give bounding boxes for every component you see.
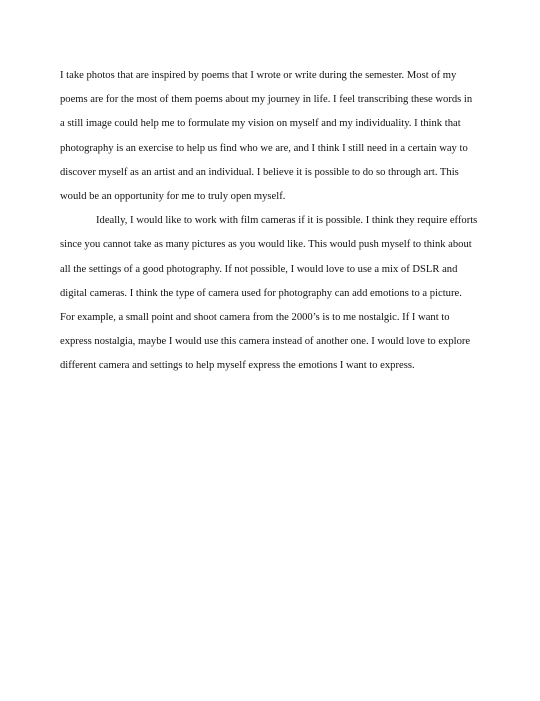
text-line: poems are for the most of them poems about my journey in life. I feel transcribing these words in (60, 94, 473, 106)
text-line: express nostalgia, maybe I would use this camera instead of another one. I would love to explore (60, 336, 471, 348)
text-line: I take photos that are inspired by poems that I wrote or write during the semester. Most of my (60, 70, 457, 81)
text-line: different camera and settings to help myself express the emotions I want to express. (60, 360, 415, 372)
text-line: Ideally, I would like to work with film cameras if it is possible. I think they require efforts (96, 215, 478, 227)
text-line: would be an opportunity for me to truly open myself. (60, 191, 286, 203)
text-line: all the settings of a good photography. If not possible, I would love to use a mix of DSLR and (60, 263, 458, 275)
document-body (60, 64, 485, 379)
text-line: For example, a small point and shoot camera from the 2000’s is to me nostalgic. If I want to (60, 312, 450, 324)
text-line: a still image could help me to formulate my vision on myself and my individuality. I think that (60, 118, 461, 130)
text-line: since you cannot take as many pictures as you would like. This would push myself to think about (60, 239, 472, 251)
paragraph-1 (60, 64, 485, 209)
paragraph-2 (60, 209, 485, 378)
text-line: photography is an exercise to help us find who we are, and I think I still need in a certain way to (60, 142, 468, 154)
text-line: discover myself as an artist and an individual. I believe it is possible to do so through art. This (60, 166, 459, 178)
text-line: digital cameras. I think the type of camera used for photography can add emotions to a picture. (60, 287, 462, 299)
